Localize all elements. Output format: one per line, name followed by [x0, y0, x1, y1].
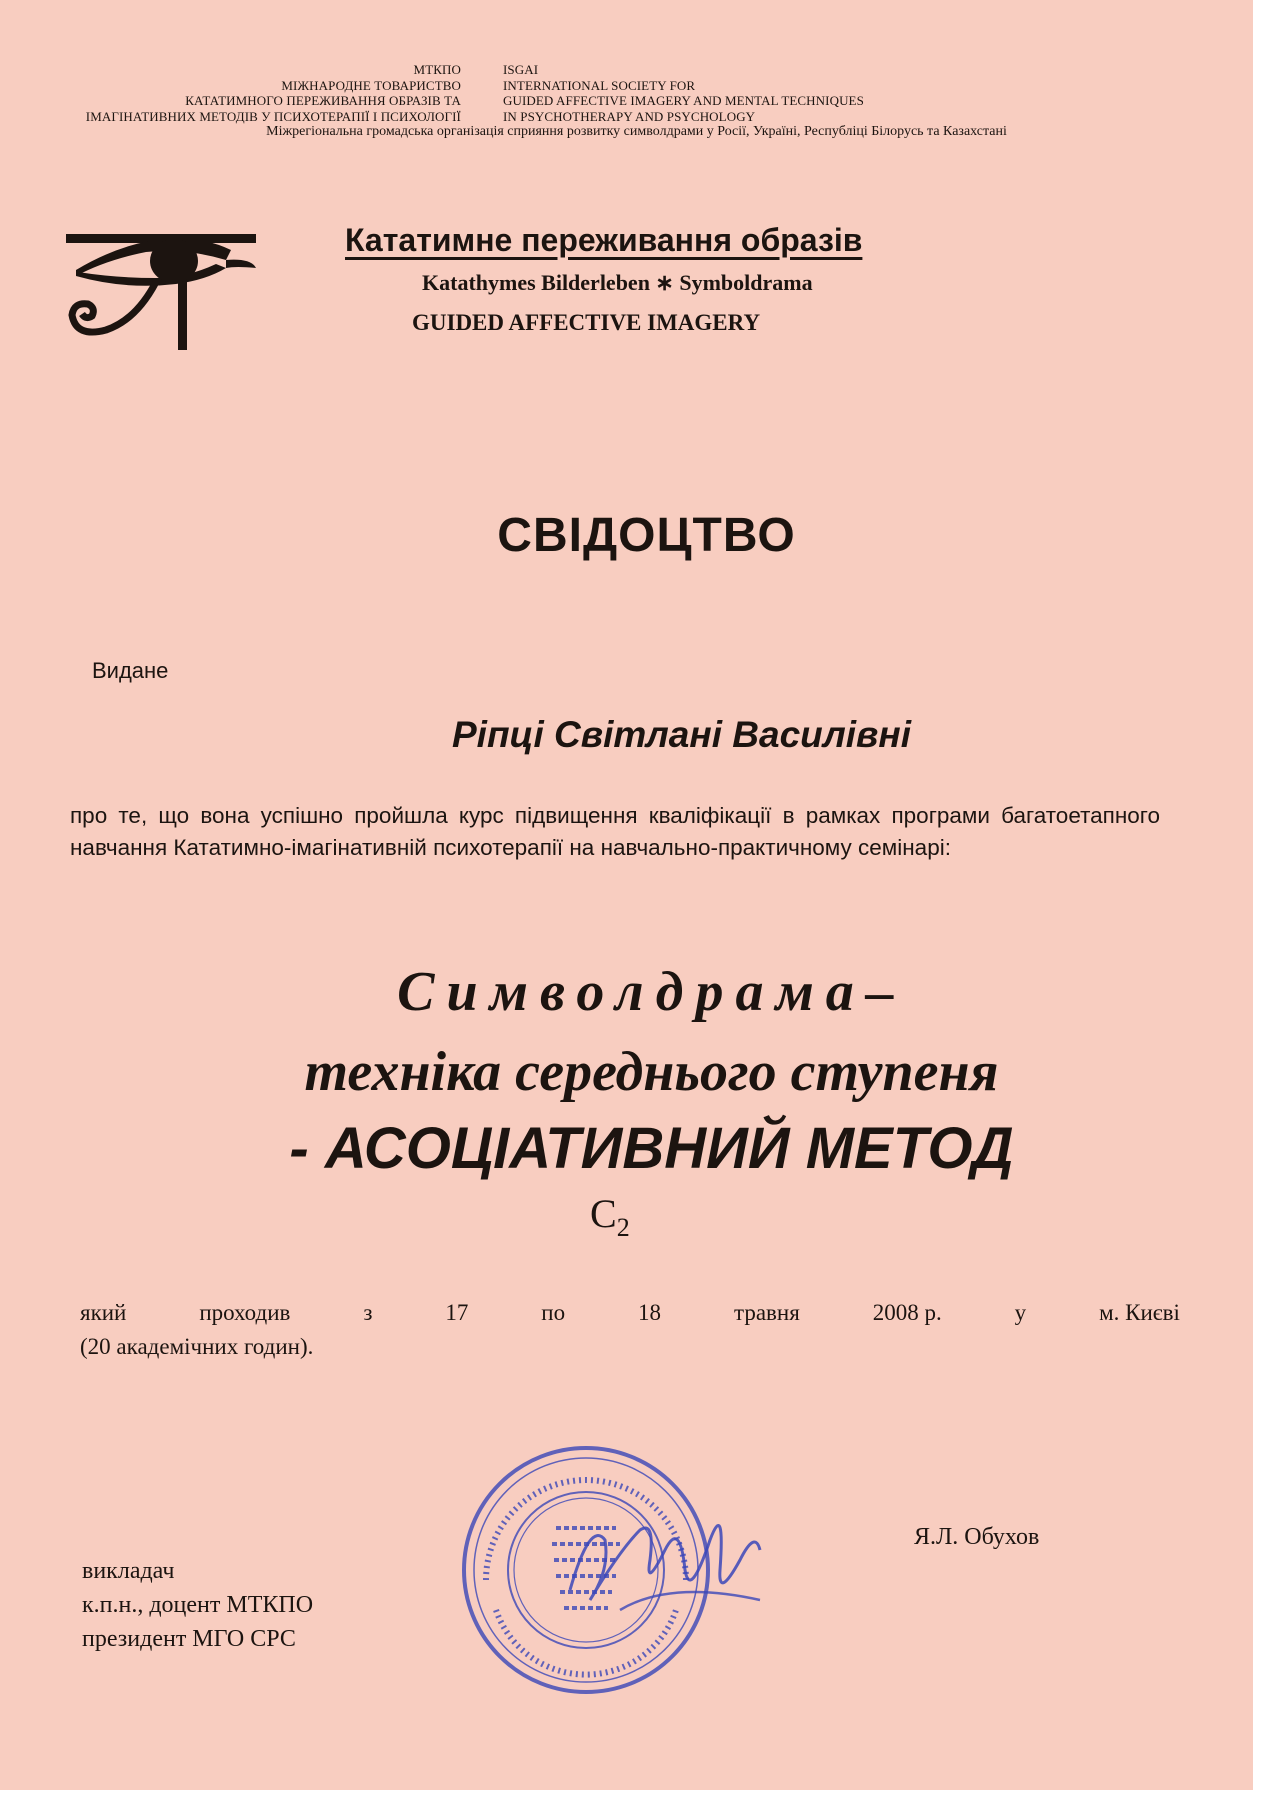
logo-subtitle: Katathymes Bilderleben ∗ Symboldrama — [422, 270, 813, 295]
header-right-line: INTERNATIONAL SOCIETY FOR — [503, 77, 696, 93]
signer-role-block — [82, 1554, 313, 1656]
issued-label: Видане — [92, 658, 169, 683]
header-right-line: IN PSYCHOTHERAPY AND PSYCHOLOGY — [503, 108, 756, 124]
course-level-letter: С — [590, 1191, 617, 1236]
signer-name: Я.Л. Обухов — [914, 1524, 1040, 1550]
header-left-line: ІМАГІНАТИВНИХ МЕТОДІВ У ПСИХОТЕРАПІЇ І ПСИХОЛОГІЇ — [85, 108, 461, 124]
course-title-line-3: - АСОЦІАТИВНИЙ МЕТОД — [289, 1116, 1014, 1181]
handwritten-signature — [560, 1480, 770, 1630]
dates-word: у — [1014, 1300, 1027, 1325]
header-left-line: МТКПО — [413, 62, 461, 77]
dates-word: проходив — [199, 1300, 291, 1325]
dates-word: травня — [733, 1300, 800, 1325]
course-title-line-2: техніка середнього ступеня — [304, 1041, 999, 1103]
header-left-line: КАТАТИМНОГО ПЕРЕЖИВАННЯ ОБРАЗІВ ТА — [185, 93, 461, 108]
course-level — [590, 1190, 630, 1243]
dates-word: 2008 р. — [872, 1300, 942, 1325]
dates-word: який — [80, 1300, 127, 1325]
course-hours: (20 академічних годин). — [80, 1334, 314, 1359]
eye-of-horus-icon — [66, 220, 276, 355]
header-right-line: GUIDED AFFECTIVE IMAGERY AND MENTAL TECHNIQUES — [503, 93, 864, 108]
dates-word: м. Києві — [1099, 1300, 1180, 1325]
dates-word: 18 — [638, 1300, 662, 1325]
certificate-body-text: про те, що вона успішно пройшла курс підвищення кваліфікації в рамках програми багатоетапного навчання Кататимно-імагінативній психотерапії на навчально-практичному семінарі: — [70, 803, 1160, 860]
dates-word: з — [363, 1300, 373, 1325]
header-right-line: ISGAI — [503, 62, 539, 77]
document-title: СВІДОЦТВО — [497, 509, 796, 562]
signer-role-line: викладач — [82, 1558, 175, 1584]
dates-word: по — [541, 1300, 566, 1325]
signer-role-line: президент МГО СРС — [82, 1626, 296, 1652]
logo-title: Кататимне переживання образів — [345, 222, 863, 258]
logo-subtitle-english: GUIDED AFFECTIVE IMAGERY — [412, 310, 761, 335]
signer-role-line: к.п.н., доцент МТКПО — [82, 1592, 314, 1618]
course-title-line-1: Символдрама– — [397, 961, 906, 1023]
course-level-number: 2 — [616, 1213, 630, 1242]
course-dates-line — [80, 1300, 1180, 1326]
header-left-block — [0, 62, 461, 124]
header-org-line: Міжрегіональна громадська організація сприяння розвитку символдрами у Росії, Україні, Республіці Білорусь та Казахстані — [266, 124, 1007, 139]
header-left-line: МІЖНАРОДНЕ ТОВАРИСТВО — [281, 77, 461, 93]
header-right-block — [503, 62, 1023, 124]
dates-word: 17 — [445, 1300, 469, 1325]
recipient-name: Ріпці Світлані Василівні — [451, 714, 912, 755]
